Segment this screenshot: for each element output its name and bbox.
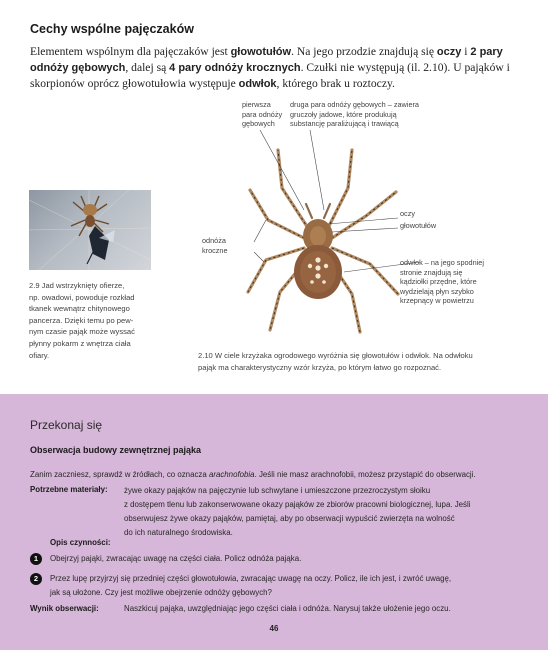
steps-label: Opis czynności: xyxy=(50,538,111,547)
label-eyes-cephalothorax: oczy głowotułów xyxy=(400,209,437,230)
section-title: Cechy wspólne pajęczaków xyxy=(30,22,194,36)
step-2-text: Przez lupę przyjrzyj się przedniej części głowotułowia, zwracając uwagę na oczy. Policz, ile ich jest, i zwróć uwagę, jak są ułożone. Czy jest możliwe obejrzenie odnóży gębowych? xyxy=(50,574,452,597)
spider-prey-photo xyxy=(29,190,151,270)
caption-2-10: 2.10 W ciele krzyżaka ogrodowego wyróżnia się głowotułów i odwłok. Na odwłoku pająk ma charakterystyczny wzór krzyża, po którym łatwo go rozpoznać. xyxy=(198,351,473,372)
result-label: Wynik obserwacji: xyxy=(30,604,99,613)
activity-subtitle: Obserwacja budowy zewnętrznej pająka xyxy=(30,445,202,455)
step-1-badge: 1 xyxy=(30,553,42,565)
label-abdomen: odwłok – na jego spodniej stronie znajdują się kądziołki przędne, które wydzielają płyn szybko krzepnący w powietrzu xyxy=(400,258,484,306)
intro-paragraph: Elementem wspólnym dla pajęczaków jest głowotułów. Na jego przodzie znajdują się oczy i 2 pary odnóży gębowych, dalej są 4 pary odnóży krocznych. Czułki nie występują (il. 2.10). U pająków i skorpionów oprócz głowotułowia występuje odwłok, którego brak u roztoczy. xyxy=(30,45,510,90)
step-2-badge: 2 xyxy=(30,573,42,585)
materials-text: żywe okazy pająków na pajęczynie lub schwytane i umieszczone przezroczystym słoiku z dostępem tlenu lub zakonserwowane okazy pająków ze zbiorów pracowni biologicznej, lupa. Jeśli obserwujesz żywe okazy pająków, pamiętaj, aby po obserwacji wypuścić zwierzęta na wolność do ich naturalnego środowiska. xyxy=(124,486,471,537)
result-text: Naszkicuj pająka, uwzględniając jego części ciała i odnóża. Narysuj także ułożenie jego oczu. xyxy=(124,604,451,613)
caption-2-9: 2.9 Jad wstrzyknięty ofierze, np. owadowi, powoduje rozkład tkanek wewnątrz chitynowego pancerza. Dzięki temu po pew- nym czasie pająk może wyssać płynny pokarm z wnętrza ciała ofiary. xyxy=(29,281,135,360)
label-walking-legs: odnóża kroczne xyxy=(202,236,228,255)
label-first-pair-mouthparts: pierwsza para odnóży gębowych xyxy=(242,100,283,129)
page-number: 46 xyxy=(269,624,279,633)
activity-intro: Zanim zaczniesz, sprawdź w źródłach, co oznacza arachnofobia. Jeśli nie masz arachnofobii, możesz przystąpić do obserwacji. xyxy=(30,470,476,479)
label-second-pair-mouthparts: druga para odnóży gębowych – zawiera gruczoły jadowe, które produkują substancję paraliżującą i trawiącą xyxy=(290,100,419,129)
step-1-text: Obejrzyj pająki, zwracając uwagę na części ciała. Policz odnóża pająka. xyxy=(50,554,302,563)
materials-label: Potrzebne materiały: xyxy=(30,485,108,494)
activity-title: Przekonaj się xyxy=(30,418,103,432)
